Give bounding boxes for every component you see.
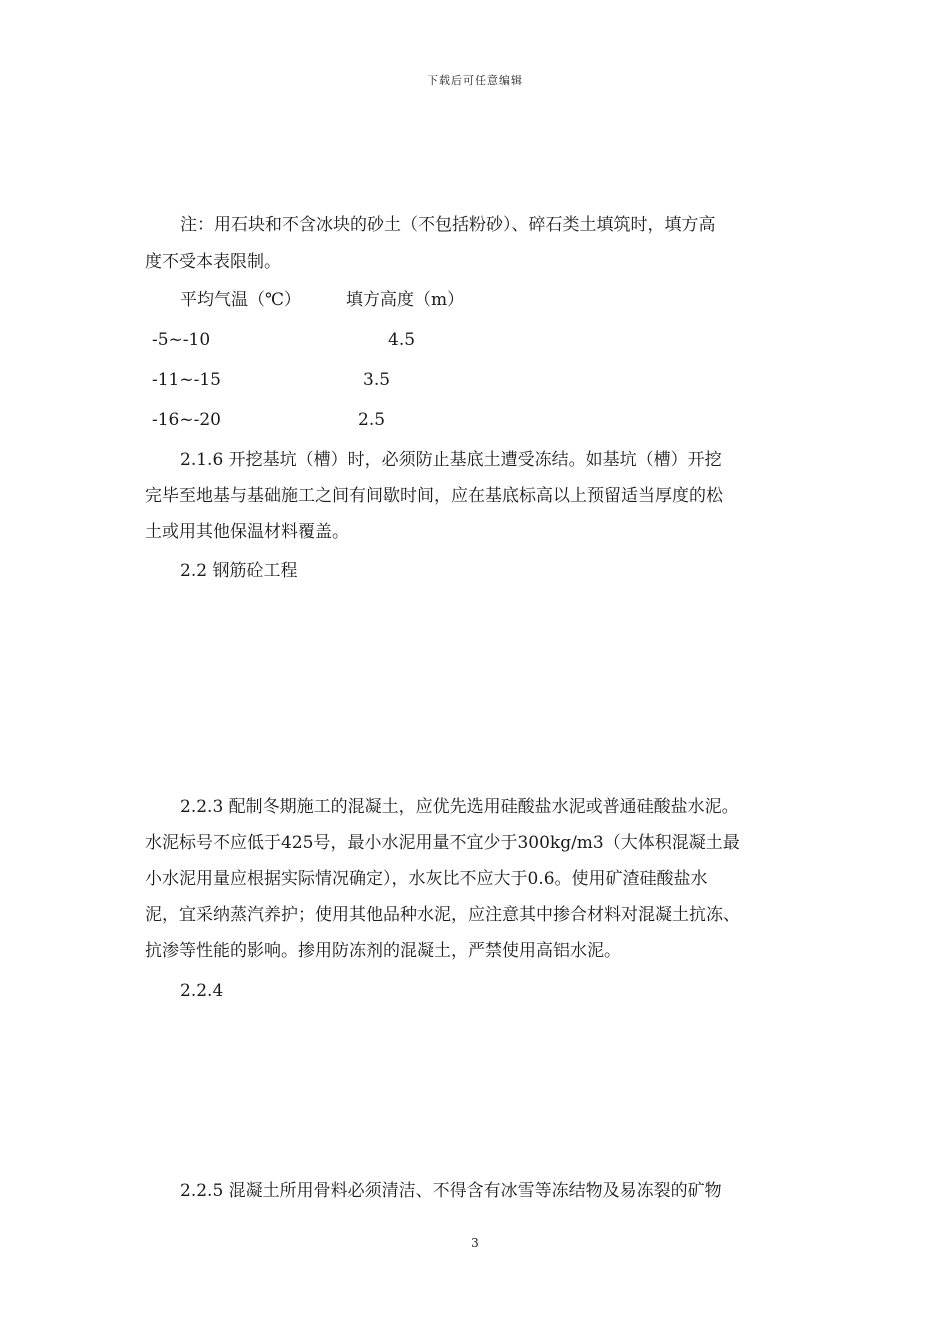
table-cell-height: 3.5 — [363, 370, 391, 390]
section-2-2-3-line-2: 水泥标号不应低于425号，最小水泥用量不宜少于300kg/m3（大体积混凝土最 — [145, 833, 740, 853]
section-2-1-6-line-3: 土或用其他保温材料覆盖。 — [145, 522, 349, 542]
section-2-2-3-line-5: 抗渗等性能的影响。掺用防冻剂的混凝土，严禁使用高铝水泥。 — [145, 941, 621, 961]
note-line-1: 注：用石块和不含冰块的砂土（不包括粉砂）、碎石类土填筑时，填方高 — [180, 215, 716, 235]
page-number: 3 — [471, 1236, 479, 1250]
note-line-2: 度不受本表限制。 — [145, 252, 281, 272]
page-header: 下载后可任意编辑 — [427, 74, 523, 87]
section-2-2-3-line-4: 泥，宜采纳蒸汽养护；使用其他品种水泥，应注意其中掺合材料对混凝土抗冻、 — [145, 905, 740, 925]
table-cell-temp: -5~-10 — [152, 330, 211, 350]
section-2-2-3-line-1: 2.2.3 配制冬期施工的混凝土，应优先选用硅酸盐水泥或普通硅酸盐水泥。 — [180, 797, 739, 817]
table-cell-temp: -11~-15 — [152, 370, 221, 390]
table-header-fill-height: 填方高度（m） — [346, 290, 465, 310]
table-header-temperature: 平均气温（℃） — [180, 290, 302, 310]
table-cell-temp: -16~-20 — [152, 410, 221, 430]
section-2-2-heading: 2.2 钢筋砼工程 — [180, 561, 298, 581]
table-cell-height: 2.5 — [358, 410, 386, 430]
section-2-1-6-line-2: 完毕至地基与基础施工之间有间歇时间，应在基底标高以上预留适当厚度的松 — [145, 486, 723, 506]
section-2-1-6-line-1: 2.1.6 开挖基坑（槽）时，必须防止基底土遭受冻结。如基坑（槽）开挖 — [180, 450, 722, 470]
section-2-2-4-heading: 2.2.4 — [180, 981, 224, 1001]
section-2-2-3-line-3: 小水泥用量应根据实际情况确定），水灰比不应大于0.6。使用矿渣硅酸盐水 — [145, 869, 708, 889]
table-cell-height: 4.5 — [388, 330, 416, 350]
section-2-2-5-line-1: 2.2.5 混凝土所用骨料必须清洁、不得含有冰雪等冻结物及易冻裂的矿物 — [180, 1181, 722, 1201]
